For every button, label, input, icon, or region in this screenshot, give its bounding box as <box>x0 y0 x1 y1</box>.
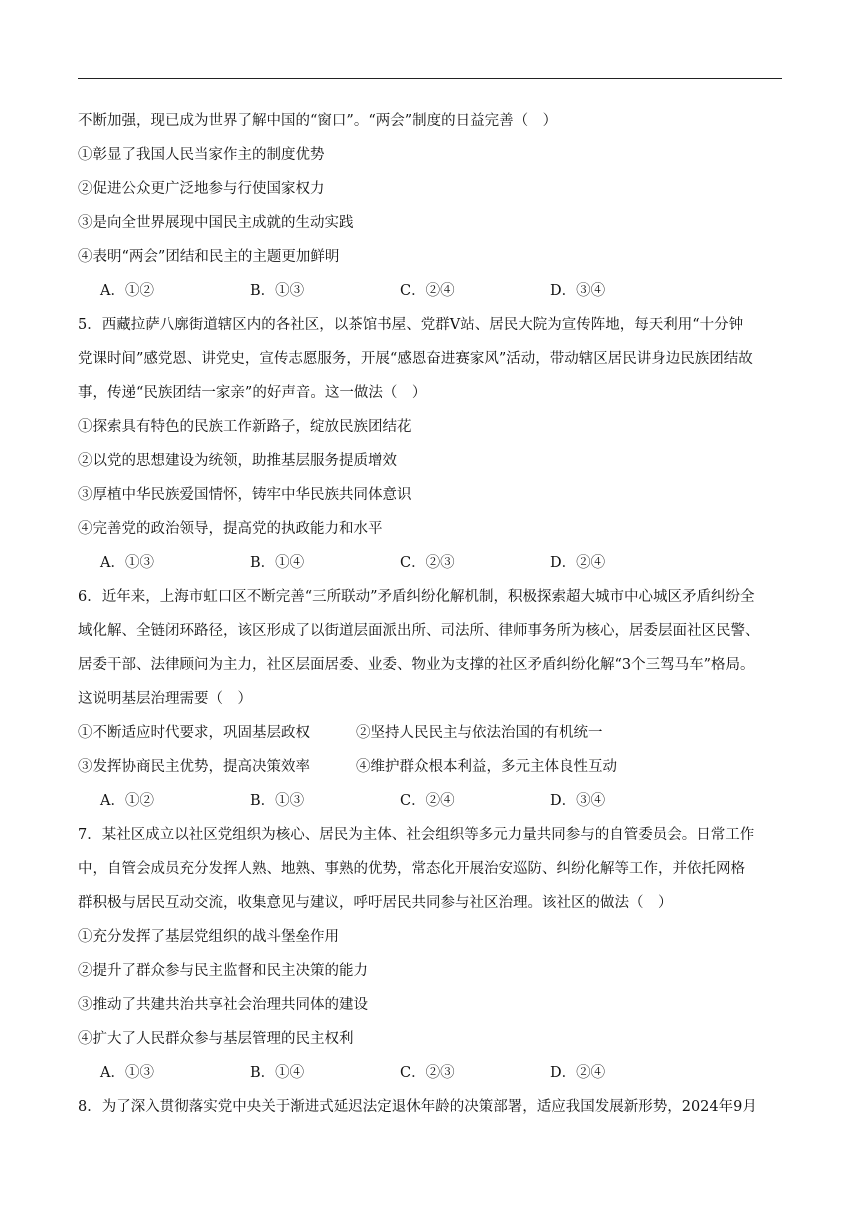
answer-item: ③发挥协商民主优势，提高决策效率 <box>78 759 310 775</box>
answer-item: ②坚持人民民主与依法治国的有机统一 <box>356 725 603 741</box>
option-c: C．②③ <box>400 1065 455 1081</box>
answer-item: ①充分发挥了基层党组织的战斗堡垒作用 <box>78 929 339 945</box>
question-stem-line: 8．为了深入贯彻落实党中央关于渐进式延迟法定退休年龄的决策部署，适应我国发展新形势，2024年9月 <box>78 1099 757 1115</box>
question-stem-line: 这说明基层治理需要（ ） <box>78 691 252 707</box>
answer-item: ④完善党的政治领导，提高党的执政能力和水平 <box>78 521 383 537</box>
question-stem-line: 6．近年来，上海市虹口区不断完善“三所联动”矛盾纠纷化解机制，积极探索超大城市中心城区矛盾纠纷全 <box>78 589 755 605</box>
option-row <box>78 546 782 580</box>
option-c: C．②④ <box>400 283 455 299</box>
answer-item: ③是向全世界展现中国民主成就的生动实践 <box>78 215 354 231</box>
option-b: B．①③ <box>250 793 305 809</box>
answer-item: ①彰显了我国人民当家作主的制度优势 <box>78 147 325 163</box>
document-page <box>78 104 782 1124</box>
option-d: D．②④ <box>550 555 606 571</box>
option-b: B．①④ <box>250 555 305 571</box>
answer-item: ②提升了群众参与民主监督和民主决策的能力 <box>78 963 368 979</box>
option-b: B．①③ <box>250 283 305 299</box>
option-a: A．①② <box>100 793 154 809</box>
option-c: C．②④ <box>400 793 455 809</box>
header-rule <box>78 78 782 79</box>
option-row <box>78 274 782 308</box>
option-b: B．①④ <box>250 1065 305 1081</box>
answer-item: ②促进公众更广泛地参与行使国家权力 <box>78 181 325 197</box>
question-stem-line: 群积极与居民互动交流，收集意见与建议，呼吁居民共同参与社区治理。该社区的做法（ ） <box>78 895 673 911</box>
answer-item: ③厚植中华民族爱国情怀，铸牢中华民族共同体意识 <box>78 487 412 503</box>
answer-item: ①探索具有特色的民族工作新路子，绽放民族团结花 <box>78 419 412 435</box>
question-stem-line: 居委干部、法律顾问为主力，社区层面居委、业委、物业为支撑的社区矛盾纠纷化解“3个三驾马车”格局。 <box>78 657 755 673</box>
answer-item-pair <box>78 750 782 784</box>
answer-item-pair <box>78 716 782 750</box>
question-stem-line: 党课时间”感党恩、讲党史，宣传志愿服务，开展“感恩奋进赛家风”活动，带动辖区居民讲身边民族团结故 <box>78 351 753 367</box>
question-stem-line: 域化解、全链闭环路径，该区形成了以街道层面派出所、司法所、律师事务所为核心，居委层面社区民警、 <box>78 623 760 639</box>
question-8 <box>78 1090 782 1124</box>
answer-item: ④维护群众根本利益，多元主体良性互动 <box>356 759 617 775</box>
option-c: C．②③ <box>400 555 455 571</box>
option-d: D．③④ <box>550 283 606 299</box>
option-a: A．①③ <box>100 1065 154 1081</box>
answer-item: ④扩大了人民群众参与基层管理的民主权利 <box>78 1031 354 1047</box>
option-d: D．②④ <box>550 1065 606 1081</box>
question-4 <box>78 104 782 308</box>
question-stem-line: 5．西藏拉萨八廓街道辖区内的各社区，以茶馆书屋、党群Ⅴ站、居民大院为宣传阵地，每天利用“十分钟 <box>78 317 744 333</box>
answer-item: ②以党的思想建设为统领，助推基层服务提质增效 <box>78 453 397 469</box>
answer-item: ③推动了共建共治共享社会治理共同体的建设 <box>78 997 368 1013</box>
option-d: D．③④ <box>550 793 606 809</box>
question-stem-line: 不断加强，现已成为世界了解中国的“窗口”。“两会”制度的日益完善（ ） <box>78 113 558 129</box>
question-stem-line: 7．某社区成立以社区党组织为核心、居民为主体、社会组织等多元力量共同参与的自管委员会。日常工作 <box>78 827 755 843</box>
question-stem-line: 中，自管会成员充分发挥人熟、地熟、事熟的优势，常态化开展治安巡防、纠纷化解等工作，并依托网格 <box>78 861 745 877</box>
option-a: A．①③ <box>100 555 154 571</box>
answer-item: ④表明“两会”团结和民主的主题更加鲜明 <box>78 249 340 265</box>
option-row <box>78 784 782 818</box>
option-row <box>78 1056 782 1090</box>
question-6 <box>78 580 782 818</box>
question-stem-line: 事，传递“民族团结一家亲”的好声音。这一做法（ ） <box>78 385 427 401</box>
answer-item: ①不断适应时代要求，巩固基层政权 <box>78 725 310 741</box>
question-7 <box>78 818 782 1090</box>
question-5 <box>78 308 782 580</box>
option-a: A．①② <box>100 283 154 299</box>
